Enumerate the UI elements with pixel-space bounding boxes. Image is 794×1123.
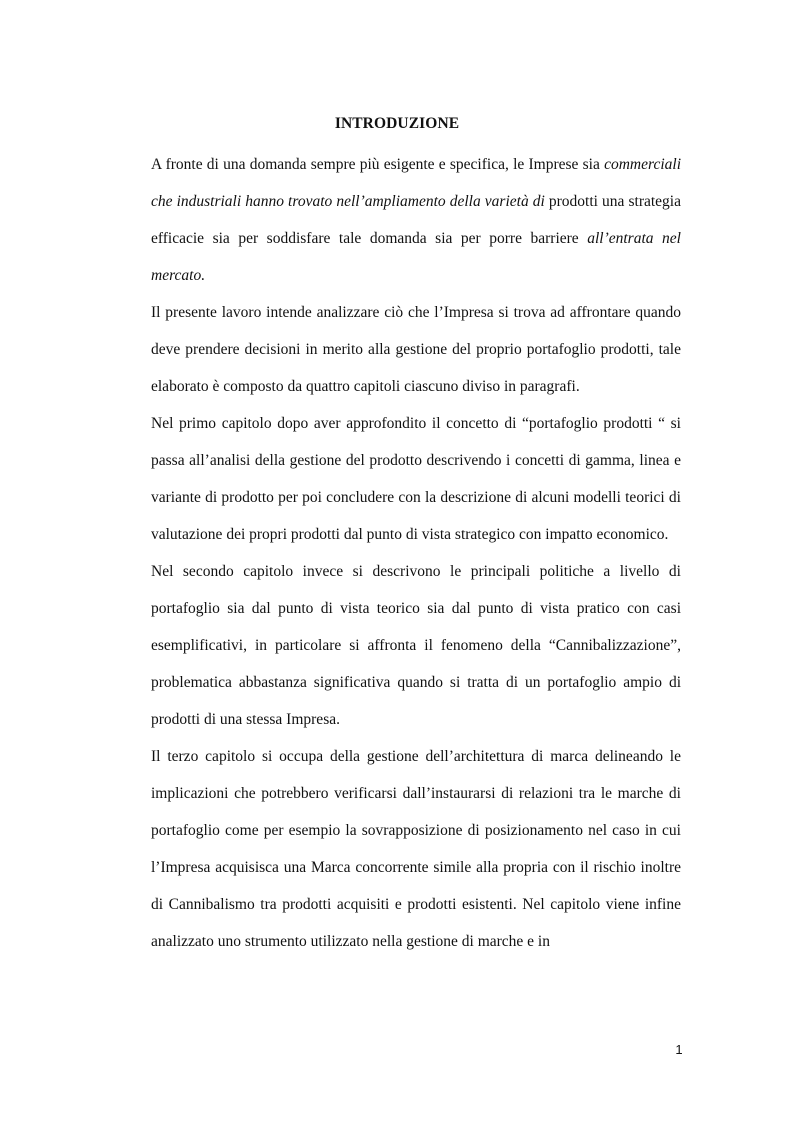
page-title: INTRODUZIONE — [334, 115, 460, 132]
paragraph-chapter-1: Nel primo capitolo dopo aver approfondito il concetto di “portafoglio prodotti “ si passa all’analisi della gestione del prodotto descrivendo i concetti di gamma, linea e variante di prodotto per poi concludere con la descrizione di alcuni modelli teorici di valutazione dei propri prodotti dal punto di vista strategico con impatto economico. — [151, 415, 681, 543]
paragraph-overview: Il presente lavoro intende analizzare ciò che l’Impresa si trova ad affrontare quando deve prendere decisioni in merito alla gestione del proprio portafoglio prodotti, tale elaborato è composto da quattro capitoli ciascuno diviso in paragrafi. — [151, 304, 681, 395]
body-text — [151, 146, 681, 960]
paragraph-intro — [151, 146, 681, 294]
paragraph-intro-part-1: A fronte di una domanda sempre più esigente e specifica, le Imprese sia — [151, 156, 605, 173]
paragraph-intro-emphasis-1: commerciali che industriali hanno trovato nell’ampliamento della varietà di — [151, 156, 681, 210]
paragraph-intro-emphasis-2: all’entrata nel mercato. — [151, 230, 681, 284]
paragraph-intro-part-2: prodotti una strategia efficacie sia per soddisfare tale domanda sia per porre barriere — [151, 193, 681, 247]
paragraph-chapter-2: Nel secondo capitolo invece si descrivono le principali politiche a livello di portafoglio sia dal punto di vista teorico sia dal punto di vista pratico con casi esemplificativi, in particolare si affronta il fenomeno della “Cannibalizzazione”, problematica abbastanza significativa quando si tratta di un portafoglio ampio di prodotti di una stessa Impresa. — [151, 563, 681, 728]
page-number: 1 — [675, 1042, 683, 1057]
paragraph-chapter-3: Il terzo capitolo si occupa della gestione dell’architettura di marca delineando le implicazioni che potrebbero verificarsi dall’instaurarsi di relazioni tra le marche di portafoglio come per esempio la sovrapposizione di posizionamento nel caso in cui l’Impresa acquisisca una Marca concorrente simile alla propria con il rischio inoltre di Cannibalismo tra prodotti acquisiti e prodotti esistenti. Nel capitolo viene infine analizzato uno strumento utilizzato nella gestione di marche e in — [151, 748, 681, 950]
